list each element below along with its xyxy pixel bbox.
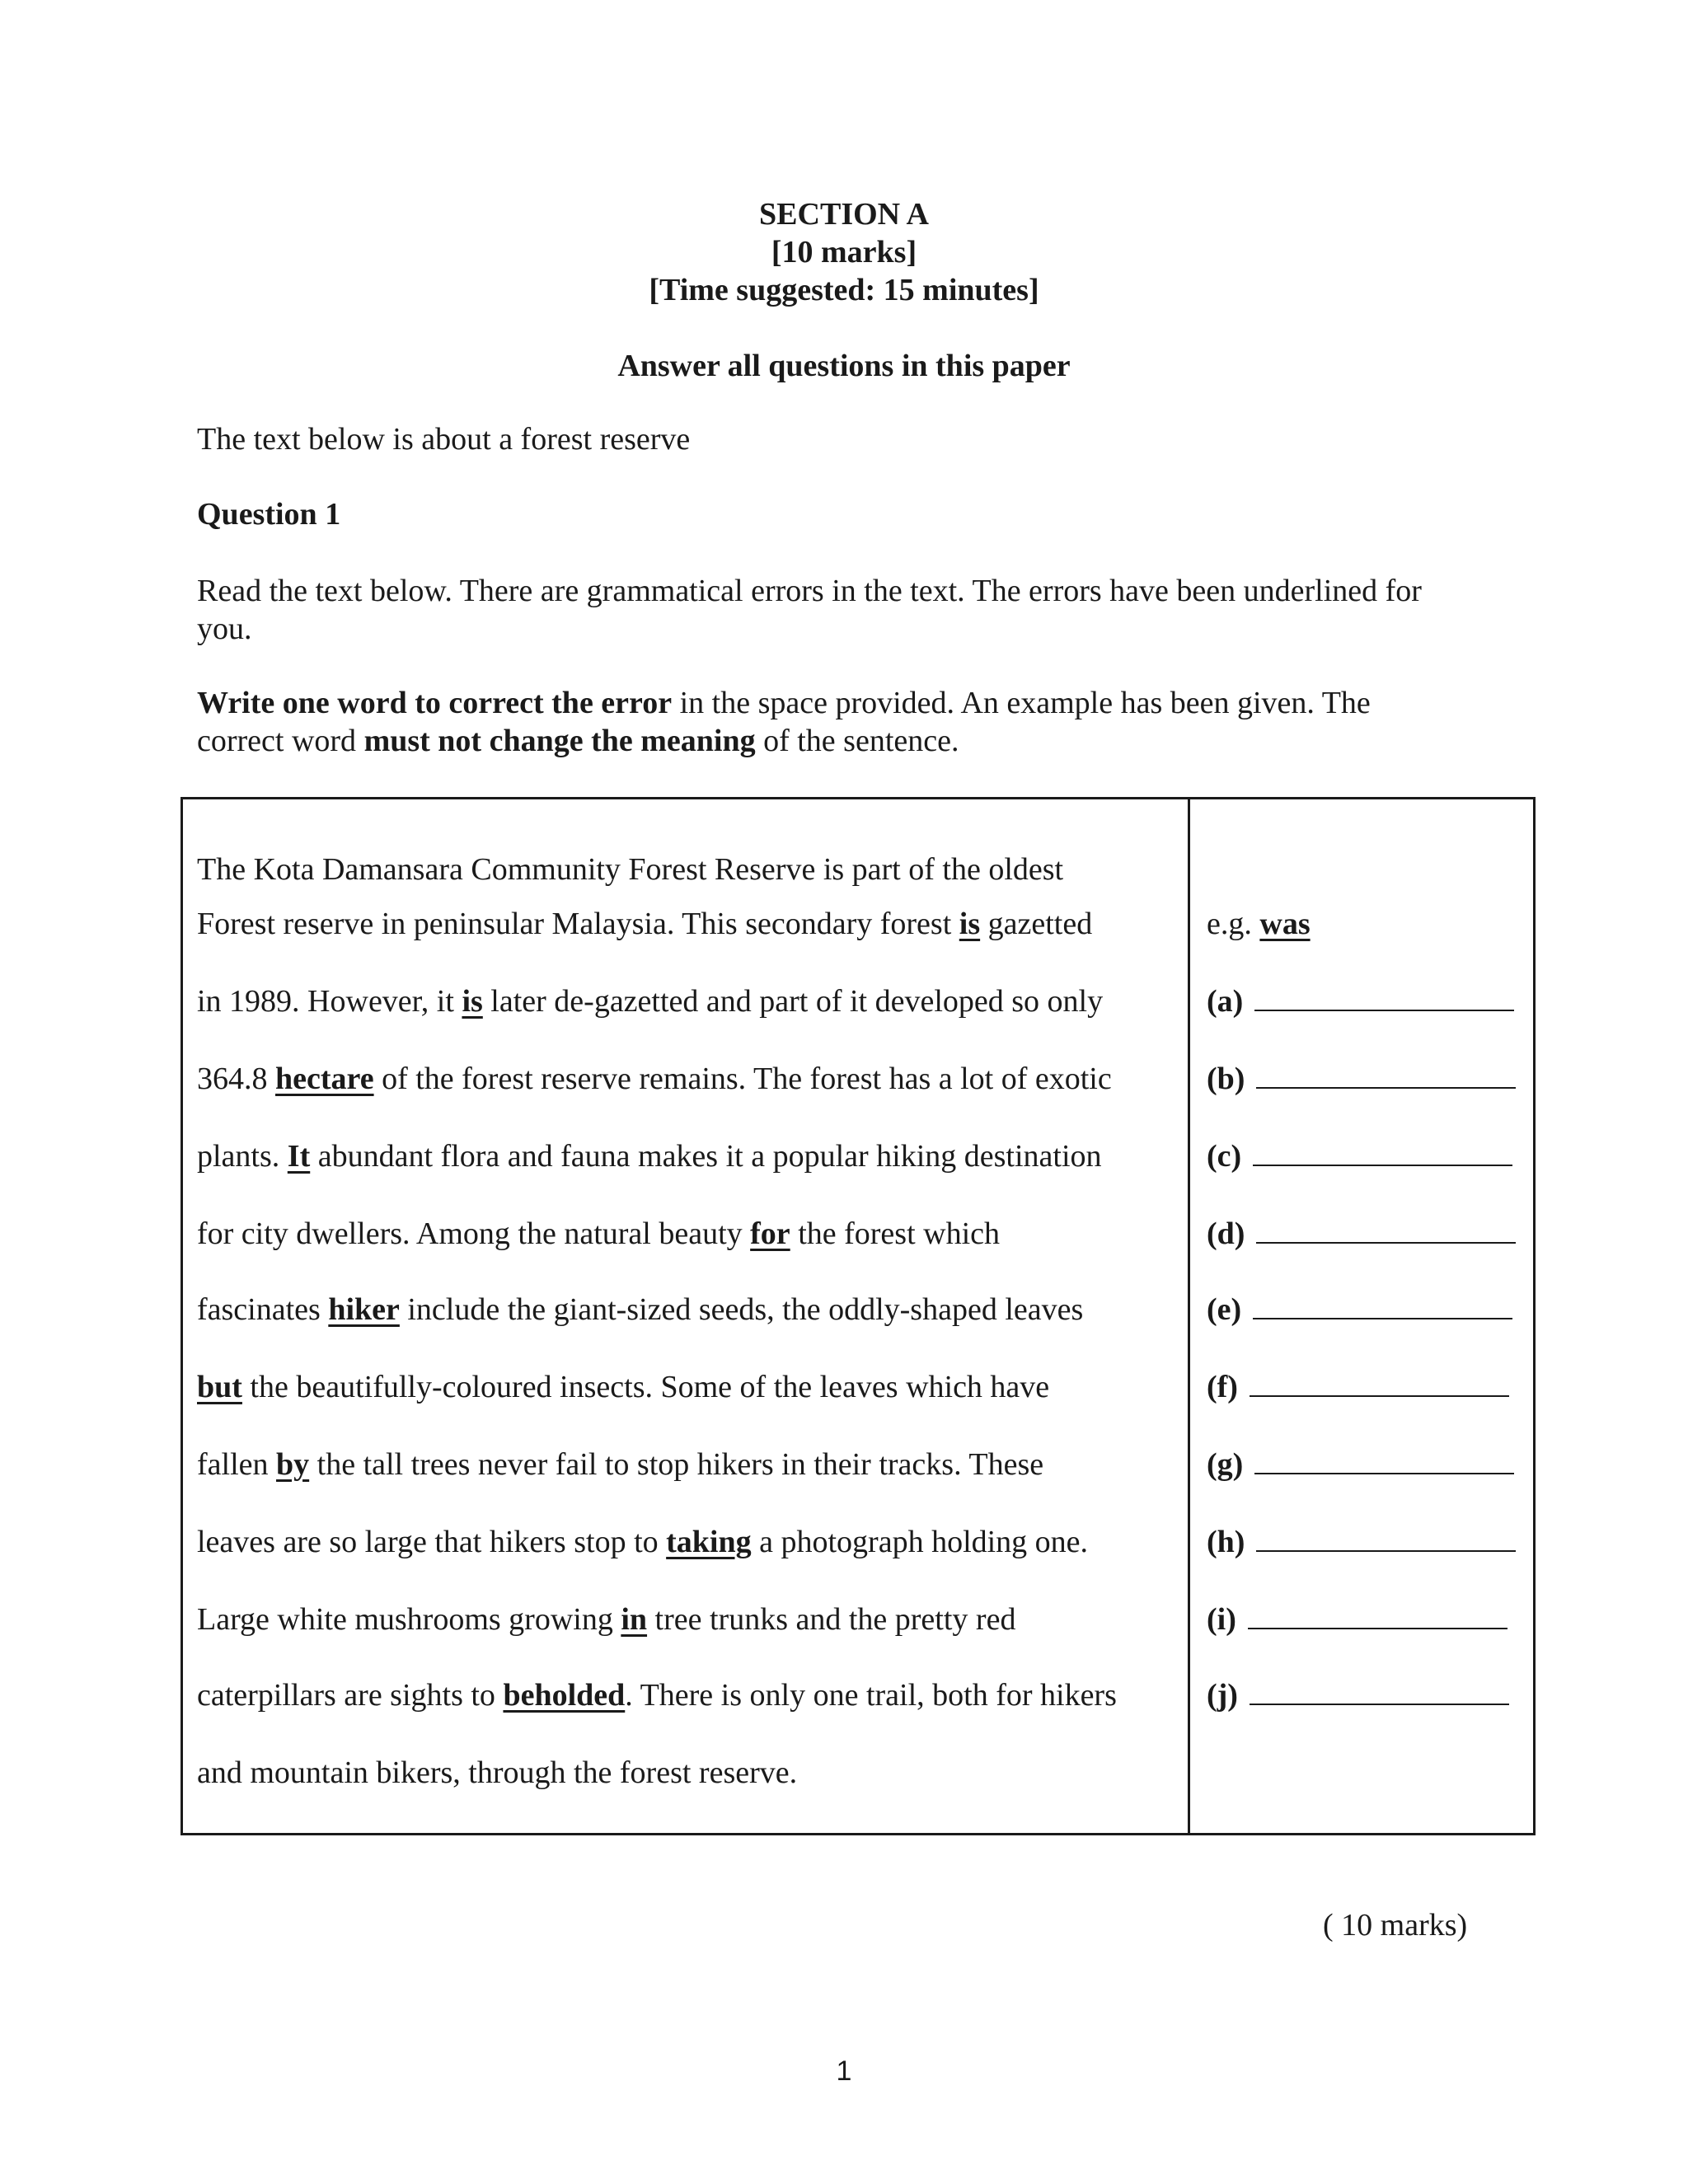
passage-line xyxy=(197,905,1092,943)
passage-line xyxy=(197,1601,1015,1638)
passage-text-segment: gazetted xyxy=(980,907,1093,941)
instruction-mid: in the space provided. An example has been given. The correct word xyxy=(197,686,1371,758)
answer-blank[interactable] xyxy=(1250,1371,1509,1397)
passage-text-segment: a photograph holding one. xyxy=(751,1525,1089,1559)
answer-label: (i) xyxy=(1207,1602,1236,1637)
answer-row xyxy=(1207,982,1514,1020)
intro-text: The text below is about a forest reserve xyxy=(197,422,691,457)
answer-blank[interactable] xyxy=(1256,1526,1516,1552)
answer-row xyxy=(1207,1137,1512,1175)
passage-text-segment: fallen xyxy=(197,1447,277,1482)
underlined-error: It xyxy=(287,1139,311,1174)
total-marks: ( 10 marks) xyxy=(1323,1908,1468,1943)
example-answer xyxy=(1207,905,1311,943)
instruction-end: of the sentence. xyxy=(755,724,959,758)
answer-row xyxy=(1207,1676,1509,1714)
answer-label: (f) xyxy=(1207,1370,1238,1404)
passage-text-segment: the beautifully-coloured insects. Some of the leaves which have xyxy=(241,1370,1050,1404)
passage-line xyxy=(197,1137,1102,1175)
passage-line xyxy=(197,1523,1088,1561)
answer-blank[interactable] xyxy=(1248,1603,1507,1629)
underlined-error: is xyxy=(462,984,483,1019)
passage-text-segment: Forest reserve in peninsular Malaysia. This secondary forest xyxy=(197,907,959,941)
passage-text-segment: abundant flora and fauna makes it a popular hiking destination xyxy=(310,1139,1102,1174)
answer-label: (e) xyxy=(1207,1292,1242,1327)
answer-blank[interactable] xyxy=(1256,1062,1516,1089)
answer-row xyxy=(1207,1523,1516,1561)
passage-text-segment: and mountain bikers, through the forest reserve. xyxy=(197,1755,798,1790)
answer-row xyxy=(1207,1291,1512,1329)
page-number: 1 xyxy=(836,2055,852,2087)
instruction-paragraph-1: Read the text below. There are grammatical errors in the text. The errors have been underlined for you. xyxy=(197,574,1422,646)
answer-label: (h) xyxy=(1207,1525,1245,1559)
answer-row xyxy=(1207,1446,1514,1483)
passage-text-segment: leaves are so large that hikers stop to xyxy=(197,1525,667,1559)
answer-label: (d) xyxy=(1207,1216,1245,1251)
underlined-error: beholded xyxy=(503,1678,626,1713)
underlined-error: for xyxy=(750,1216,790,1251)
instruction-bold-2: must not change the meaning xyxy=(363,724,756,758)
passage-text-segment: plants. xyxy=(197,1139,288,1174)
marks-heading: [10 marks] xyxy=(771,235,917,269)
instruction-bold-1: Write one word to correct the error xyxy=(197,686,673,720)
answer-all-instruction: Answer all questions in this paper xyxy=(617,349,1071,383)
passage-line xyxy=(197,1060,1112,1098)
answer-label: (b) xyxy=(1207,1062,1245,1096)
passage-text-segment: fascinates xyxy=(197,1292,329,1327)
section-title: SECTION A xyxy=(759,197,929,232)
answer-blank[interactable] xyxy=(1253,1293,1512,1319)
answer-row xyxy=(1207,1601,1507,1638)
answer-label: (j) xyxy=(1207,1678,1238,1713)
answer-label: (c) xyxy=(1207,1139,1242,1174)
passage-text-segment: 364.8 xyxy=(197,1062,275,1096)
instruction-paragraph-2 xyxy=(197,684,1450,760)
table-divider xyxy=(1188,797,1190,1835)
example-word: was xyxy=(1259,907,1311,941)
passage-line xyxy=(197,1291,1083,1329)
underlined-error: taking xyxy=(666,1525,752,1559)
example-prefix: e.g. xyxy=(1207,907,1260,941)
passage-line xyxy=(197,982,1103,1020)
passage-line xyxy=(197,1368,1049,1406)
underlined-error: in xyxy=(621,1602,648,1637)
passage-line xyxy=(197,1676,1117,1714)
passage-text-segment: . There is only one trail, both for hikers xyxy=(625,1678,1117,1713)
passage-text-segment: later de-gazetted and part of it developed so only xyxy=(482,984,1104,1019)
underlined-error: by xyxy=(276,1447,310,1482)
passage-line xyxy=(197,1754,797,1792)
passage-text-segment: the forest which xyxy=(790,1216,1000,1251)
passage-line xyxy=(197,1215,1000,1253)
underlined-error: hiker xyxy=(328,1292,400,1327)
answer-row xyxy=(1207,1215,1516,1253)
passage-text-segment: for city dwellers. Among the natural beauty xyxy=(197,1216,751,1251)
answer-blank[interactable] xyxy=(1256,1217,1516,1244)
passage-line xyxy=(197,851,1063,888)
underlined-error: is xyxy=(959,907,981,941)
answer-row xyxy=(1207,1368,1509,1406)
answer-blank[interactable] xyxy=(1253,1140,1512,1166)
answer-blank[interactable] xyxy=(1254,1448,1514,1474)
passage-text-segment: the tall trees never fail to stop hikers in their tracks. These xyxy=(309,1447,1044,1482)
passage-text-segment: tree trunks and the pretty red xyxy=(647,1602,1016,1637)
underlined-error: hectare xyxy=(275,1062,374,1096)
underlined-error: but xyxy=(197,1370,242,1404)
answer-row xyxy=(1207,1060,1516,1098)
passage-text-segment: The Kota Damansara Community Forest Reserve is part of the oldest xyxy=(197,852,1064,887)
passage-text-segment: Large white mushrooms growing xyxy=(197,1602,621,1637)
time-suggested: [Time suggested: 15 minutes] xyxy=(649,273,1039,307)
passage-text-segment: of the forest reserve remains. The forest has a lot of exotic xyxy=(373,1062,1112,1096)
answer-blank[interactable] xyxy=(1250,1679,1509,1705)
passage-line xyxy=(197,1446,1043,1483)
passage-text-segment: in 1989. However, it xyxy=(197,984,462,1019)
passage-text-segment: caterpillars are sights to xyxy=(197,1678,504,1713)
answer-blank[interactable] xyxy=(1254,985,1514,1011)
answer-label: (g) xyxy=(1207,1447,1244,1482)
question-title: Question 1 xyxy=(197,497,341,532)
answer-label: (a) xyxy=(1207,984,1244,1019)
passage-text-segment: include the giant-sized seeds, the oddly-shaped leaves xyxy=(399,1292,1084,1327)
